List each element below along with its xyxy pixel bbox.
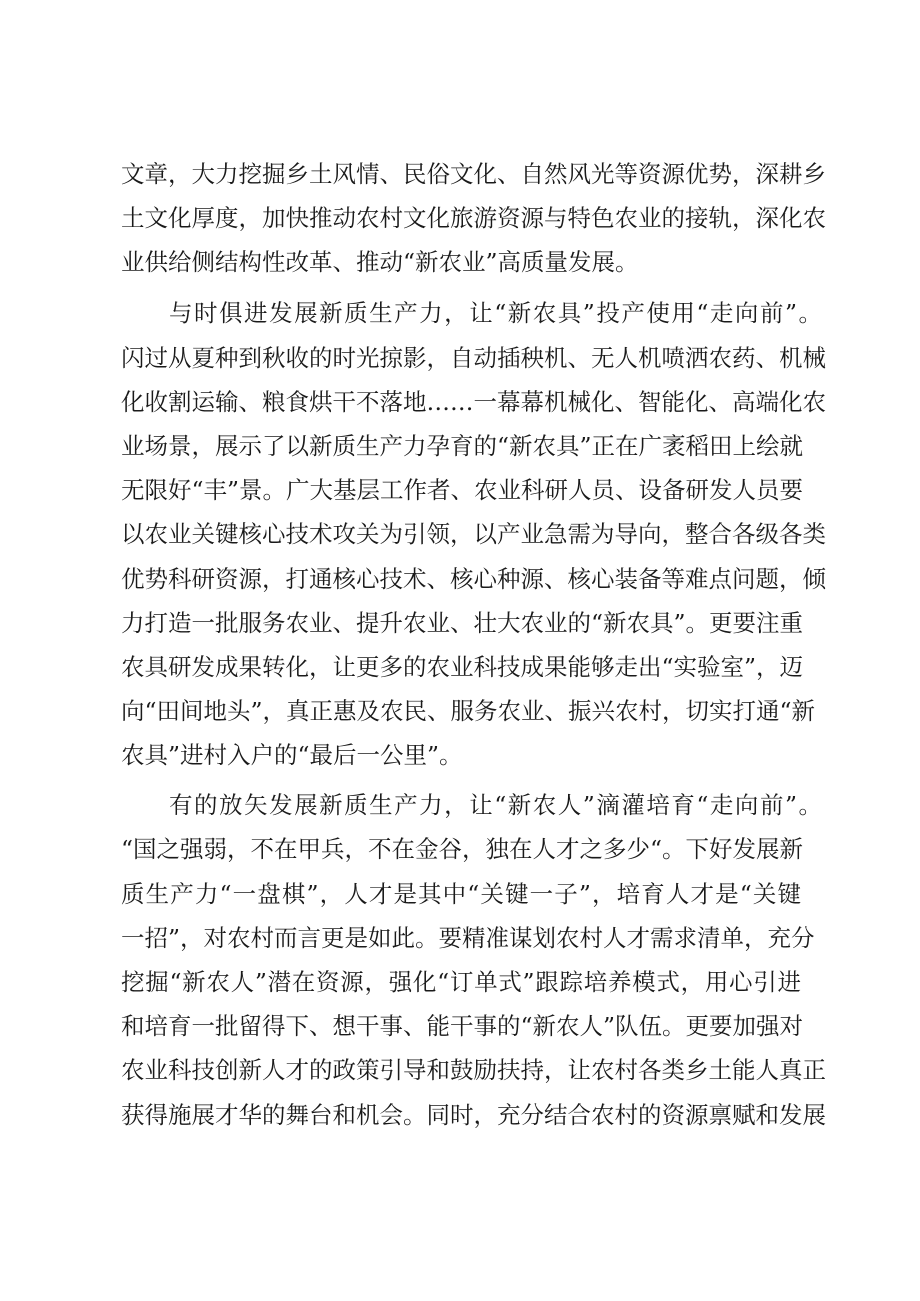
paragraph-3-line-6: 和培育一批留得下、想干事、能干事的“新农人”队伍。更要加强对 — [121, 1012, 804, 1040]
paragraph-2-line-8: 力打造一批服务农业、提升农业、壮大农业的“新农具”。更要注重 — [121, 609, 804, 637]
paragraph-2-line-3: 化收割运输、粮食烘干不落地……一幕幕机械化、智能化、高端化农 — [121, 388, 826, 416]
paragraph-2-line-6: 以农业关键核心技术攻关为引领，以产业急需为导向，整合各级各类 — [121, 520, 826, 548]
paragraph-2-line-2: 闪过从夏种到秋收的时光掠影，自动插秧机、无人机喷洒农药、机械 — [121, 344, 826, 372]
paragraph-2-line-7: 优势科研资源，打通核心技术、核心种源、核心装备等难点问题，倾 — [121, 565, 826, 593]
paragraph-2-line-4: 业场景，展示了以新质生产力孕育的“新农具”正在广袤稻田上绘就 — [121, 432, 804, 460]
paragraph-3-line-5: 挖掘“新农人”潜在资源，强化“订单式”跟踪培养模式，用心引进 — [121, 968, 801, 996]
paragraph-2-line-9: 农具研发成果转化，让更多的农业科技成果能够走出“实验室”，迈 — [121, 653, 804, 681]
paragraph-3-line-7: 农业科技创新人才的政策引导和鼓励扶持，让农村各类乡土能人真正 — [121, 1056, 826, 1084]
paragraph-1-line-2: 土文化厚度，加快推动农村文化旅游资源与特色农业的接轨，深化农 — [121, 204, 826, 232]
paragraph-1-line-3: 业供给侧结构性改革、推动“新农业”高质量发展。 — [121, 248, 639, 276]
paragraph-3-line-2: “国之强弱，不在甲兵，不在金谷，独在人才之多少“。下好发展新 — [121, 835, 804, 863]
paragraph-1-line-1: 文章，大力挖掘乡土风情、民俗文化、自然风光等资源优势，深耕乡 — [121, 160, 826, 188]
paragraph-3-line-4: 一招”，对农村而言更是如此。要精准谋划农村人才需求清单，充分 — [121, 924, 815, 952]
paragraph-2-line-11: 农具”进村入户的“最后一公里”。 — [121, 741, 463, 769]
paragraph-2-line-1: 与时俱进发展新质生产力，让“新农具”投产使用“走向前”。 — [169, 299, 822, 327]
paragraph-3-line-8: 获得施展才华的舞台和机会。同时，充分结合农村的资源禀赋和发展 — [121, 1101, 826, 1129]
paragraph-2-line-10: 向“田间地头”，真正惠及农民、服务农业、振兴农村，切实打通“新 — [121, 697, 816, 725]
paragraph-2-line-5: 无限好“丰”景。广大基层工作者、农业科研人员、设备研发人员要 — [121, 476, 804, 504]
paragraph-3-line-1: 有的放矢发展新质生产力，让“新农人”滴灌培育“走向前”。 — [169, 791, 822, 819]
paragraph-3-line-3: 质生产力“一盘棋”，人才是其中“关键一子”，培育人才是“关键 — [121, 880, 801, 908]
